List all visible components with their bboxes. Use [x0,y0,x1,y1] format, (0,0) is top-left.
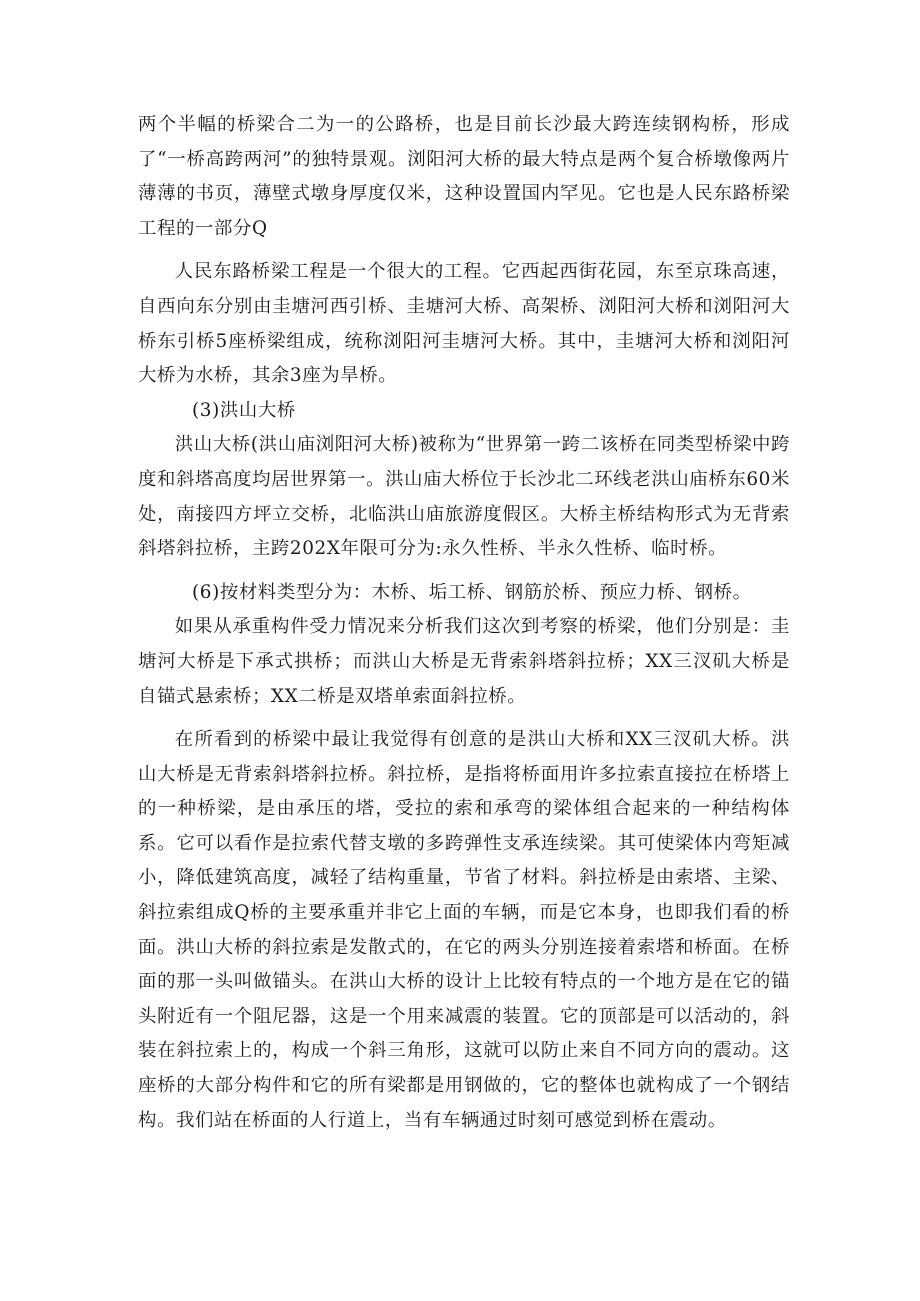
document-body [138,108,790,1138]
paragraph-renmin-road-project: 人民东路桥梁工程是一个很大的工程。它西起西街花园，东至京珠高速，自西向东分别由圭塘河西引桥、圭塘河大桥、高架桥、浏阳河大桥和浏阳河大桥东引桥5座桥梁组成，统称浏阳河圭塘河大桥。其中，圭塘河大桥和浏阳河大桥为水桥，其余3座为旱桥。 [138,261,790,387]
paragraph-hongshan-bridge: 洪山大桥(洪山庙浏阳河大桥)被称为“世界第一跨二该桥在同类型桥梁中跨度和斜塔高度均居世界第一。洪山庙大桥位于长沙北二环线老洪山庙桥东60米处，南接四方坪立交桥，北临洪山庙旅游度假区。大桥主桥结构形式为无背索斜塔斜拉桥，主跨202X年限可分为:永久性桥、半永久性桥、临时桥。 [138,434,790,560]
paragraph-bridge-overview: 两个半幅的桥梁合二为一的公路桥，也是目前长沙最大跨连续钢构桥，形成了“一桥高跨两河”的独特景观。浏阳河大桥的最大特点是两个复合桥墩像两片薄薄的书页，薄壁式墩身厚度仅米，这种设置国内罕见。它也是人民东路桥梁工程的一部分Q [138,114,790,239]
section-heading-material-types: (6)按材料类型分为：木桥、垢工桥、钢筋於桥、预应力桥、钢桥。 [192,581,752,603]
paragraph-load-analysis: 如果从承重构件受力情况来分析我们这次到考察的桥梁，他们分别是：圭塘河大桥是下承式拱桥；而洪山大桥是无背索斜塔斜拉桥；XX三汊矶大桥是自锚式悬索桥；XX二桥是双塔单索面斜拉桥。 [138,616,790,707]
paragraph-cable-stayed-bridge: 在所看到的桥梁中最让我觉得有创意的是洪山大桥和XX三汊矶大桥。洪山大桥是无背索斜塔斜拉桥。斜拉桥，是指将桥面用许多拉索直接拉在桥塔上的一种桥梁，是由承压的塔，受拉的索和承弯的梁体组合起来的一种结构体系。它可以看作是拉索代替支墩的多跨弹性支承连续梁。其可使梁体内弯矩减小，降低建筑高度，减轻了结构重量，节省了材料。斜拉桥是由索塔、主梁、斜拉索组成Q桥的主要承重并非它上面的车辆，而是它本身，也即我们看的桥面。洪山大桥的斜拉索是发散式的，在它的两头分别连接着索塔和桥面。在桥面的那一头叫做锚头。在洪山大桥的设计上比较有特点的一个地方是在它的锚头附近有一个阻尼器，这是一个用来减震的装置。它的顶部是可以活动的，斜装在斜拉索上的，构成一个斜三角形，这就可以防止来自不同方向的震动。这座桥的大部分构件和它的所有梁都是用钢做的，它的整体也就构成了一个钢结构。我们站在桥面的人行道上，当有车辆通过时刻可感觉到桥在震动。 [138,729,790,1131]
section-heading-hongshan-bridge: (3)洪山大桥 [192,399,296,421]
